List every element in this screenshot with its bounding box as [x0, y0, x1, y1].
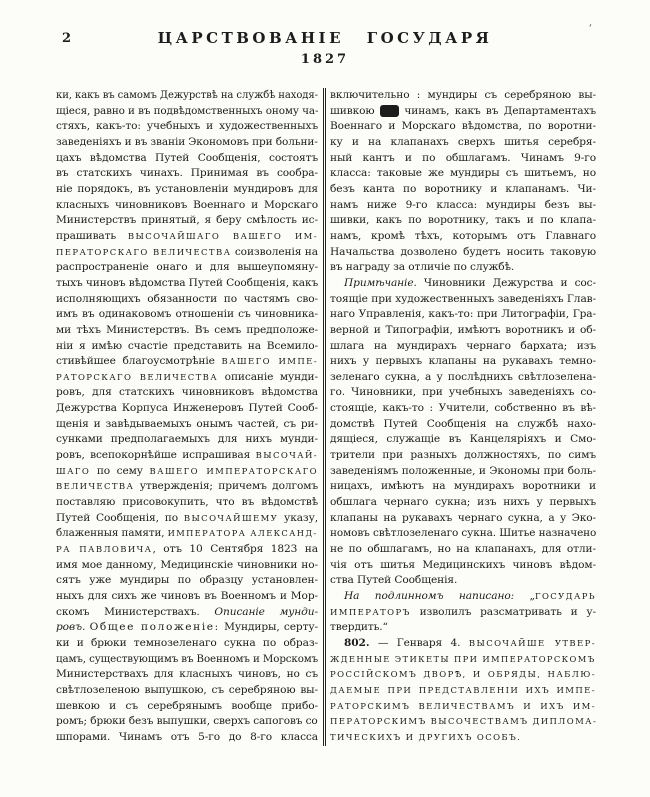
- text-segment: включительно : мундиры съ серебряною вы-: [330, 89, 596, 101]
- text-line: [330, 417, 596, 433]
- text-line: [56, 119, 318, 135]
- text-line: [330, 198, 596, 214]
- text-segment: Мундиры, серту-: [219, 621, 318, 634]
- text-segment: Чиновники Дежурства и сос-: [416, 276, 596, 289]
- text-segment: ки, какъ въ самомъ Дежурствѣ на службѣ находя-: [56, 89, 318, 101]
- text-segment: Дежурства Корпуса Инженеровъ Путей Сооб-: [56, 402, 318, 415]
- text-segment: ми тѣхъ Министерствъ. Въ семъ предположе-: [56, 323, 318, 336]
- text-line: [330, 432, 596, 448]
- text-segment: наго Управленія, какъ-то: при Литографіи, Гра-: [330, 308, 596, 321]
- text-line: [56, 151, 318, 167]
- text-line: [330, 401, 596, 417]
- text-segment: щенія и завѣдываемыхъ онымъ частей, съ ри-: [56, 417, 318, 430]
- text-segment: ромъ; брюки безъ выпушки, сверхъ сапоговъ со: [56, 715, 318, 728]
- text-line: [330, 104, 596, 120]
- text-segment: ПЕРАТОРСКИМЪ ВЫСОЧЕСТВАМЪ ДИПЛОМА-: [330, 716, 598, 727]
- text-line: [330, 213, 596, 229]
- text-segment: клапаны на рукавахъ чернаго сукна, а у Эко-: [330, 511, 596, 524]
- text-line: [330, 714, 596, 730]
- text-line: [56, 511, 318, 527]
- text-segment: по сему: [90, 464, 150, 477]
- text-line: [56, 198, 318, 214]
- struck-word: по: [380, 105, 399, 117]
- text-segment: Путей Сообщенія, по: [56, 511, 184, 524]
- text-segment: изволилъ разсматривать и у-: [410, 605, 596, 618]
- text-segment: ный кантъ и по обшлагамъ. Чинамъ 9-го: [330, 151, 596, 164]
- text-segment: сятъ уже мундиры по образцу установлен-: [56, 574, 318, 587]
- text-segment: твердить.“: [330, 621, 388, 634]
- text-line: [330, 260, 596, 276]
- text-line: [56, 417, 318, 433]
- year-label: 1827: [300, 52, 350, 67]
- running-title: ЦАРСТВОВАНІЕ ГОСУДАРЯ: [157, 29, 493, 47]
- text-segment: свѣтлозеленою выпушкою, съ серебряною вы-: [56, 683, 318, 696]
- text-line: [330, 605, 596, 621]
- text-segment: утвержденія; причемъ долгомъ: [134, 480, 318, 493]
- text-line: [330, 292, 596, 308]
- text-line: [330, 589, 596, 605]
- text-line: [56, 730, 318, 746]
- text-segment: поставляю присовокупить, что въ вѣдомствѣ: [56, 496, 318, 509]
- text-segment: ровъ, для статскихъ чиновниковъ вѣдомства: [56, 386, 318, 399]
- text-segment: Военнаго и Морскаго вѣдомства, по воротни-: [330, 120, 596, 133]
- text-line: [330, 448, 596, 464]
- text-line: [330, 526, 597, 542]
- text-line: [330, 495, 596, 511]
- text-segment: класса: таковые же мундиры съ шитьемъ, но: [330, 167, 596, 180]
- text-line: [56, 307, 318, 323]
- text-segment: Начальства дозволено будетъ носить таковую: [330, 245, 596, 258]
- text-segment: На подлинномъ написано:: [344, 590, 515, 602]
- text-line: [56, 526, 318, 542]
- text-line: [56, 276, 318, 292]
- text-segment: шивкою: [330, 104, 380, 117]
- text-line: [56, 354, 318, 370]
- text-segment: исполняющихъ обязанности по частямъ сво-: [56, 292, 318, 305]
- text-segment: блаженныя памяти,: [56, 527, 168, 540]
- text-segment: обшлага чернаго сукна; изъ нихъ у первыхъ: [330, 496, 596, 509]
- text-segment: — Генваря 4.: [369, 636, 469, 649]
- left-column: [56, 88, 318, 746]
- text-line: [330, 323, 596, 339]
- text-segment: ніи я имѣю счастіе представить на Всемило-: [56, 339, 318, 352]
- text-segment: ВЫСОЧАЙШАГО ВАШЕГО ИМ-: [127, 230, 319, 241]
- text-line: [56, 573, 318, 589]
- text-line: [330, 135, 596, 151]
- text-segment: го. Чиновники, при учебныхъ заведеніяхъ со-: [330, 386, 596, 399]
- text-segment: ства Путей Сообщенія.: [330, 574, 458, 587]
- text-line: [330, 730, 596, 746]
- text-line: [56, 229, 318, 245]
- text-segment: сунками предполагаемыхъ для нихъ мунди-: [56, 433, 318, 446]
- text-line: [330, 385, 596, 401]
- text-segment: ШАГО: [56, 465, 91, 476]
- text-segment: ныхъ для сихъ же чиновъ въ Военномъ и Мор-: [56, 590, 318, 602]
- text-segment: ровъ, всепокорнѣйше испрашивая: [56, 449, 256, 462]
- right-column: [330, 88, 596, 746]
- text-line: [56, 260, 318, 276]
- text-segment: цамъ, существующимъ въ Военномъ и Морскомъ: [56, 652, 319, 665]
- text-segment: верной и Типографіи, имѣютъ воротникъ и об-: [330, 323, 596, 336]
- text-line: [330, 573, 596, 589]
- text-segment: РАТОРСКАГО ВЕЛИЧЕСТВА: [56, 371, 219, 382]
- text-segment: заведеніямъ положенные, и Экономы при боль-: [330, 464, 596, 477]
- text-line: [56, 182, 318, 198]
- text-segment: домствѣ Путей Сообщенія на службѣ нахо-: [330, 417, 596, 430]
- text-segment: скомъ Министерствахъ.: [56, 605, 215, 618]
- text-line: [56, 714, 316, 730]
- text-line: [330, 479, 596, 495]
- text-segment: Министерствъ принятый, я беру смѣлость ис-: [56, 214, 318, 227]
- text-segment: РОССІЙСКОМЪ ДВОРѢ, И ОБРЯДЫ, НАБЛЮ-: [330, 669, 596, 680]
- text-line: [56, 605, 318, 621]
- text-line: [330, 245, 596, 261]
- text-line: [330, 542, 596, 558]
- text-segment: ГОСУДАРЬ: [534, 591, 596, 601]
- text-segment: зеленаго сукна, а у послѣднихъ свѣтлозелена-: [330, 370, 596, 383]
- text-line: [330, 667, 596, 683]
- text-segment: распространеніе онаго и для вышеупомяну-: [56, 261, 318, 274]
- text-line: [330, 339, 596, 355]
- text-segment: ИМПЕРАТОРА АЛЕКСАНД-: [167, 528, 318, 539]
- text-line: [330, 276, 596, 292]
- text-segment: ТИЧЕСКИХЪ И ДРУГИХЪ ОСОБЪ.: [330, 731, 522, 742]
- text-line: [330, 88, 596, 104]
- text-segment: ки и брюки темнозеленаго сукна по образ-: [56, 636, 318, 649]
- text-line: [56, 479, 318, 495]
- text-segment: въ награду за отличіе по службѣ.: [330, 261, 515, 274]
- text-line: [56, 166, 318, 182]
- text-line: [56, 292, 318, 308]
- text-line: [56, 652, 319, 668]
- text-line: [330, 370, 596, 386]
- text-segment: , отъ 10 Сентября 1823 на: [152, 543, 318, 556]
- text-segment: шлага на мундирахъ чернаго бархата; изъ: [330, 339, 596, 352]
- text-line: [330, 652, 596, 668]
- text-line: [330, 511, 596, 527]
- text-segment: ВЫСОЧАЙ-: [255, 450, 318, 461]
- text-segment: не по обшлагамъ, но на клапанахъ, для отли-: [330, 543, 596, 556]
- text-segment: имъ въ одинаковомъ отношеніи съ чиновника-: [56, 308, 318, 321]
- text-line: [330, 182, 596, 198]
- text-segment: щіеся, равно и въ подвѣдомственныхъ оному ча-: [56, 104, 319, 117]
- column-divider-rule: [323, 88, 326, 746]
- text-segment: прашивать: [56, 229, 128, 242]
- text-line: [330, 354, 596, 370]
- text-line: [56, 432, 318, 448]
- text-line: [330, 119, 596, 135]
- text-segment: „: [514, 590, 535, 602]
- text-segment: заведеніяхъ и въ званіи Экономовъ при больни-: [56, 135, 318, 148]
- text-line: [330, 636, 596, 652]
- text-segment: ВАШЕГО ИМПЕРАТОРСКАГО: [149, 465, 318, 476]
- text-segment: ВЕЛИЧЕСТВА: [56, 481, 135, 492]
- text-segment: ДАЕМЫЕ ПРИ ПРЕДСТАВЛЕНІИ ИХЪ ИМПЕ-: [330, 684, 596, 695]
- text-segment: Примѣчаніе.: [344, 276, 417, 289]
- text-segment: шевкою и съ серебрянымъ вообще прибо-: [56, 699, 318, 712]
- text-segment: стоящіе, какъ-то : Учители, собственно въ вѣ-: [330, 402, 596, 415]
- text-line: [330, 229, 596, 245]
- text-segment: ницахъ, имѣютъ на мундирахъ воротники и: [330, 480, 596, 493]
- text-segment: ВАШЕГО ИМПЕ-: [221, 356, 318, 367]
- text-segment: описаніе мунди-: [218, 370, 318, 383]
- text-segment: шивки, какъ по воротнику, такъ и по клапа-: [330, 214, 596, 227]
- text-line: [330, 307, 596, 323]
- text-line: [56, 620, 318, 636]
- text-segment: чинамъ, какъ въ Департаментахъ: [399, 104, 596, 117]
- text-segment: нихъ у первыхъ клапаны на рукавахъ темно-: [330, 355, 596, 368]
- text-line: [330, 464, 596, 480]
- text-segment: цахъ вѣдомства Путей Сообщенія, состоятъ: [56, 151, 318, 164]
- text-segment: соизволенія на: [231, 245, 318, 258]
- text-segment: Общее положеніе:: [89, 621, 220, 634]
- text-line: [56, 245, 318, 261]
- text-segment: РА ПАВЛОВИЧА: [56, 544, 153, 555]
- text-segment: Описаніе мунди-: [214, 605, 318, 618]
- text-body: [56, 88, 596, 746]
- text-line: [56, 385, 318, 401]
- text-segment: безъ канта по воротнику и клапанамъ. Чи-: [330, 182, 596, 195]
- text-segment: ИМПЕРАТОРЪ: [330, 606, 411, 617]
- text-line: [56, 495, 318, 511]
- text-segment: 802.: [344, 636, 370, 649]
- text-segment: ВЫСОЧАЙШЕМУ: [183, 512, 279, 523]
- text-line: [56, 636, 318, 652]
- text-line: [56, 370, 318, 386]
- text-line: [56, 323, 318, 339]
- text-line: [56, 542, 318, 558]
- text-segment: РАТОРСКИМЪ ВЕЛИЧЕСТВАМЪ И ИХЪ ИМ-: [330, 700, 596, 711]
- text-segment: ПЕРАТОРСКАГО ВЕЛИЧЕСТВА: [56, 246, 232, 257]
- text-segment: номовъ свѣтлозеленаго сукна. Шитье назначено: [330, 527, 597, 540]
- text-segment: стяхъ, какъ-то: учебныхъ и художественныхъ: [56, 120, 318, 133]
- text-line: [56, 448, 318, 464]
- text-segment: ку и на клапанахъ сверхъ шитья серебря-: [330, 135, 596, 148]
- text-line: [56, 589, 318, 605]
- text-segment: намъ ниже 9-го класса: мундиры безъ вы-: [330, 198, 596, 211]
- text-line: [56, 699, 318, 715]
- text-segment: стивѣйшее благоусмотрѣніе: [56, 355, 222, 368]
- text-segment: намъ, кромѣ тѣхъ, которымъ отъ Главнаго: [330, 229, 596, 242]
- text-segment: имя мое данному, Медицинскіе чиновники но-: [56, 558, 318, 571]
- text-segment: трители при разныхъ должностяхъ, по симъ: [330, 449, 596, 462]
- text-segment: дящіеся, служащіе въ Канцеляріяхъ и Смо-: [330, 433, 596, 446]
- text-segment: ніе порядокъ, въ установленіи мундировъ для: [56, 182, 318, 195]
- text-line: [330, 699, 596, 715]
- text-line: [56, 213, 318, 229]
- text-line: [56, 88, 318, 104]
- text-line: [330, 151, 596, 167]
- text-segment: указу,: [278, 511, 319, 524]
- text-segment: Министерствахъ для класныхъ чиновъ, но съ: [56, 668, 318, 681]
- text-segment: чія отъ шитья Медицинскихъ чиновъ вѣдом-: [330, 558, 596, 571]
- text-line: [56, 401, 318, 417]
- text-line: [330, 620, 596, 636]
- scan-speck: ʹ: [586, 23, 593, 36]
- text-line: [330, 683, 596, 699]
- text-segment: ровъ.: [56, 621, 86, 634]
- page-number: 2: [62, 31, 72, 46]
- text-line: [56, 683, 318, 699]
- text-segment: въ статскихъ чинахъ. Принимая въ сообра-: [56, 167, 318, 180]
- text-line: [56, 464, 318, 480]
- text-segment: тоящіе при художественныхъ заведеніяхъ Глав-: [330, 292, 596, 305]
- text-segment: класныхъ чиновниковъ Военнаго и Морскаго: [56, 198, 318, 211]
- text-segment: шпорами. Чинамъ отъ 5-го до 8-го класса: [56, 730, 318, 743]
- text-segment: ЖДЕННЫЕ ЭТИКЕТЫ ПРИ ИМПЕРАТОРСКОМЪ: [330, 653, 596, 664]
- text-line: [330, 558, 596, 574]
- text-line: [56, 558, 318, 574]
- text-line: [330, 166, 596, 182]
- text-line: [56, 104, 319, 120]
- text-line: [56, 667, 318, 683]
- text-segment: тыхъ чиновъ вѣдомства Путей Сообщенія, какъ: [56, 276, 319, 289]
- text-line: [56, 339, 318, 355]
- text-segment: ВЫСОЧАЙШЕ УТВЕР-: [468, 637, 596, 648]
- text-line: [56, 135, 316, 151]
